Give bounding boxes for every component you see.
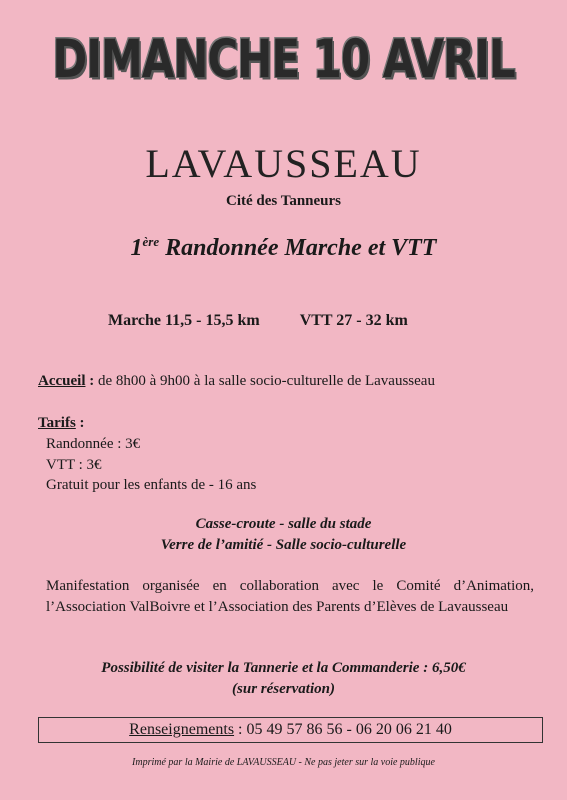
event-title-text: Randonnée Marche et VTT <box>165 235 437 261</box>
contact-box <box>38 717 543 743</box>
town-subtitle: Cité des Tanneurs <box>225 193 342 209</box>
tarifs-colon: : <box>75 415 85 431</box>
visite-line: Possibilité de visiter la Tannerie et la Commanderie : 6,50€ <box>101 660 466 676</box>
accueil-line <box>38 373 435 390</box>
tarifs-heading <box>38 415 85 432</box>
extra-verre-amitie: Verre de l’amitié - Salle socio-culturelle <box>160 537 407 553</box>
accueil-text: de 8h00 à 9h00 à la salle socio-culturelle de Lavausseau <box>94 373 435 389</box>
distance-vtt: VTT 27 - 32 km <box>299 312 408 329</box>
event-ordinal-suffix: ère <box>142 234 160 249</box>
tarif-item: Gratuit pour les enfants de - 16 ans <box>46 477 257 493</box>
distance-marche: Marche 11,5 - 15,5 km <box>108 312 260 329</box>
manifestation-text: Manifestation organisée en collaboration avec le Comité d’Animation, l’Association ValBoivre et l’Association des Parents d’Elèves de Lavausseau <box>46 578 534 615</box>
extra-casse-croute: Casse-croute - salle du stade <box>195 516 372 532</box>
footer-note: Imprimé par la Mairie de LAVAUSSEAU - Ne pas jeter sur la voie publique <box>132 757 435 768</box>
town-name: LAVAUSSEAU <box>145 141 422 186</box>
event-title <box>0 234 567 262</box>
visite-reservation: (sur réservation) <box>232 681 335 697</box>
event-ordinal: 1 <box>130 235 143 261</box>
contact-phones: : 05 49 57 86 56 - 06 20 06 21 40 <box>234 721 452 738</box>
accueil-colon: : <box>85 373 95 389</box>
contact-label: Renseignements <box>129 721 235 738</box>
distances-line <box>108 312 528 330</box>
tarif-item: Randonnée : 3€ <box>46 436 141 452</box>
accueil-label: Accueil <box>38 373 86 389</box>
headline-date: DIMANCHE 10 AVRIL <box>52 28 515 90</box>
tarif-item: VTT : 3€ <box>46 457 102 473</box>
tarifs-label: Tarifs <box>38 415 76 431</box>
